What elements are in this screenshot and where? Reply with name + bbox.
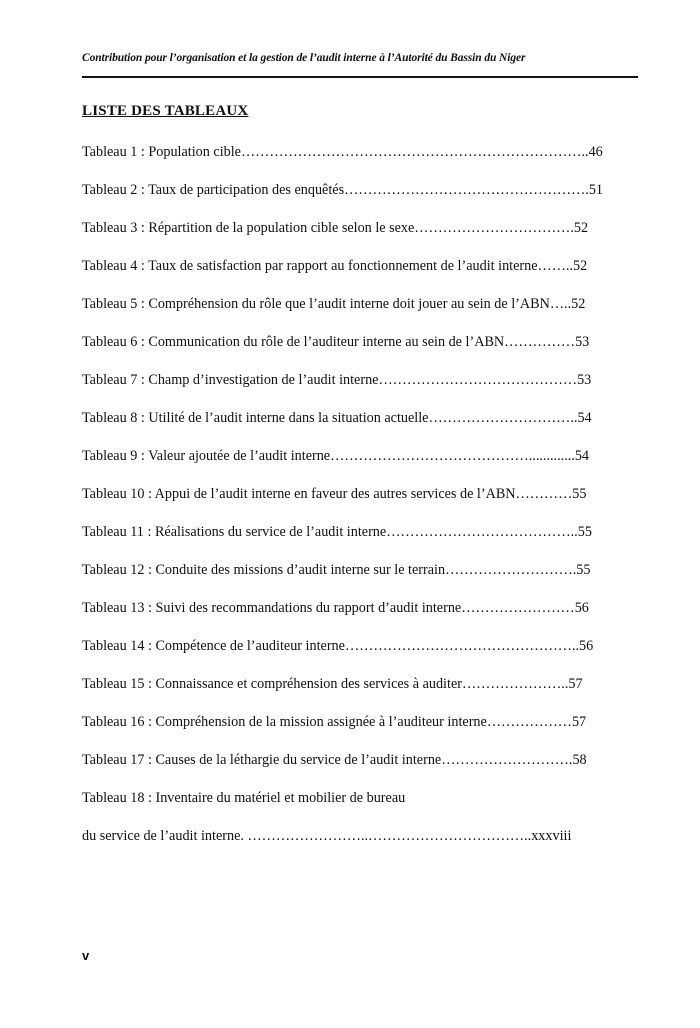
toc-entry-tableau-11: Tableau 11 : Réalisations du service de l’audit interne…………………………………..55	[82, 524, 592, 540]
toc-entry-tableau-7: Tableau 7 : Champ d’investigation de l’audit interne……………………………………53	[82, 372, 592, 388]
toc-entry-tableau-13: Tableau 13 : Suivi des recommandations du rapport d’audit interne……………………56	[82, 600, 589, 616]
toc-entry-tableau-18-continuation: du service de l’audit interne. ……………………..……………………………..xxxviii	[82, 828, 572, 844]
toc-entry-tableau-12: Tableau 12 : Conduite des missions d’audit interne sur le terrain……………………….55	[82, 562, 591, 578]
toc-entry-tableau-9: Tableau 9 : Valeur ajoutée de l’audit interne…………………………………….............54	[82, 448, 590, 464]
header-rule	[82, 76, 638, 78]
toc-entry-tableau-14: Tableau 14 : Compétence de l’auditeur interne…………………………………………..56	[82, 638, 594, 654]
toc-entry-tableau-18: Tableau 18 : Inventaire du matériel et mobilier de bureau	[82, 790, 406, 806]
toc-entry-tableau-1: Tableau 1 : Population cible………………………………………………………………..46	[82, 144, 603, 160]
running-header: Contribution pour l’organisation et la gestion de l’audit interne à l’Autorité du Bassin du Niger	[82, 52, 526, 64]
table-list	[82, 142, 642, 864]
toc-entry-tableau-17: Tableau 17 : Causes de la léthargie du service de l’audit interne……………………….58	[82, 752, 587, 768]
toc-entry-tableau-6: Tableau 6 : Communication du rôle de l’auditeur interne au sein de l’ABN……………53	[82, 334, 590, 350]
toc-entry-tableau-10: Tableau 10 : Appui de l’audit interne en faveur des autres services de l’ABN…………55	[82, 486, 587, 502]
toc-entry-tableau-4: Tableau 4 : Taux de satisfaction par rapport au fonctionnement de l’audit interne……..52	[82, 258, 588, 274]
toc-entry-tableau-16: Tableau 16 : Compréhension de la mission assignée à l’auditeur interne………………57	[82, 714, 587, 730]
toc-entry-tableau-5: Tableau 5 : Compréhension du rôle que l’audit interne doit jouer au sein de l’ABN…..52	[82, 296, 586, 312]
page-title: LISTE DES TABLEAUX	[82, 103, 249, 119]
toc-entry-tableau-15: Tableau 15 : Connaissance et compréhension des services à auditer…………………..57	[82, 676, 583, 692]
toc-entry-tableau-3: Tableau 3 : Répartition de la population cible selon le sexe…………………………….52	[82, 220, 589, 236]
toc-entry-tableau-2: Tableau 2 : Taux de participation des enquêtés…………………………………………….51	[82, 182, 604, 198]
page-number: v	[82, 948, 90, 963]
toc-entry-tableau-8: Tableau 8 : Utilité de l’audit interne dans la situation actuelle…………………………..54	[82, 410, 592, 426]
